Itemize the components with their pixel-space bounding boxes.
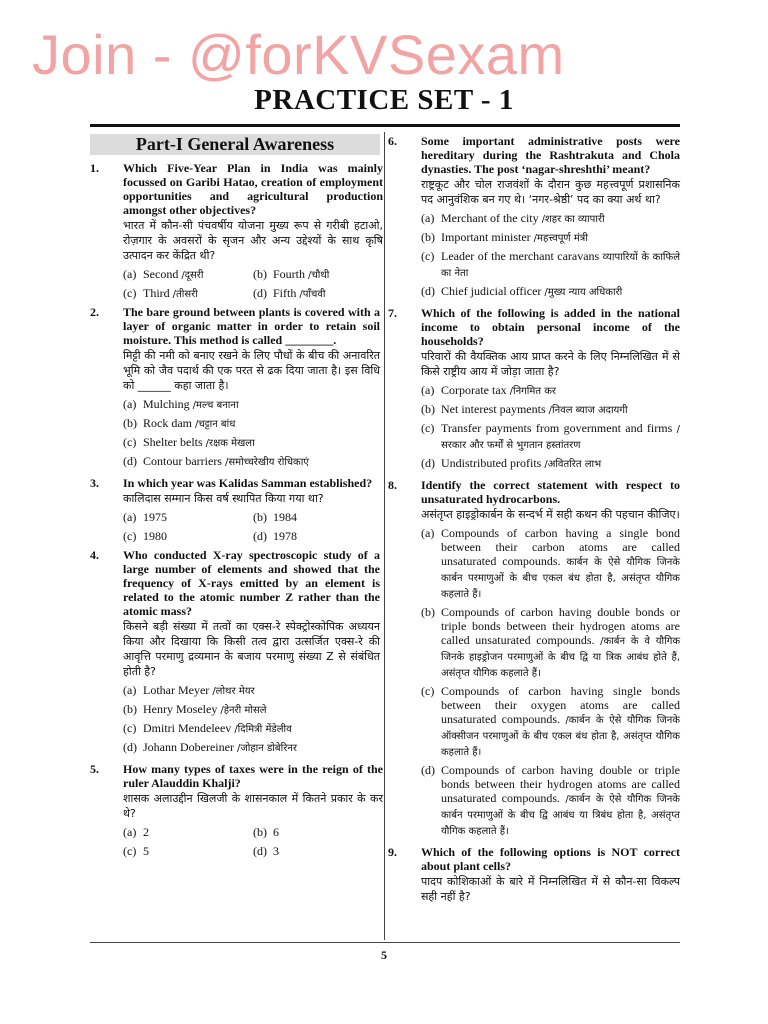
option-label: (b) (253, 825, 267, 839)
answer-option[interactable] (421, 763, 680, 839)
option-label: (a) (123, 825, 137, 839)
option-text (273, 267, 383, 283)
option-text-hindi: /शहर का व्यापारी (541, 214, 605, 225)
question-text-english: How many types of taxes were in the reign of the ruler Alauddin Khalji? (123, 762, 383, 790)
option-text-english: 1984 (273, 510, 297, 524)
option-text (441, 249, 680, 281)
option-text-english: Johann Dobereiner (143, 740, 234, 754)
option-text-english: 5 (143, 844, 149, 858)
question-text-hindi: असंतृप्त हाइड्रोकार्बन के सन्दर्भ में सही कथन की पहचान कीजिए। (421, 508, 680, 521)
option-text-english: 1980 (143, 529, 167, 543)
left-column (90, 134, 383, 863)
question-item (90, 161, 383, 302)
option-label: (c) (421, 684, 435, 698)
option-text-hindi: /पाँचवी (299, 289, 326, 300)
question-item (90, 476, 380, 545)
option-text-hindi: /कार्बन के वे यौगिक जिनके हाइड्रोजन परमाणुओं के बीच द्वि या त्रिक आबंध होते हैं, असंतृप्त यौगिक कहलाते हैं। (441, 636, 681, 679)
question-item (90, 305, 380, 473)
option-text-hindi: /समोच्चरेखीय रोधिकाएं (224, 457, 309, 468)
option-label: (b) (421, 402, 435, 416)
option-text-hindi: /हेनरी मोसले (220, 705, 267, 716)
answer-option[interactable] (253, 510, 383, 526)
options-list (421, 211, 680, 300)
footer-divider (90, 942, 680, 943)
answer-option[interactable] (253, 286, 383, 302)
answer-option[interactable] (421, 605, 680, 681)
answer-option[interactable] (253, 529, 383, 545)
option-label: (d) (421, 456, 435, 470)
option-text (441, 421, 680, 453)
answer-option[interactable] (421, 284, 680, 300)
option-label: (c) (123, 529, 137, 543)
answer-option[interactable] (421, 456, 680, 472)
question-body (123, 161, 383, 302)
answer-option[interactable] (123, 740, 380, 756)
option-label: (c) (123, 286, 137, 300)
right-question-list (388, 134, 680, 904)
question-text-english: Who conducted X-ray spectroscopic study of a large number of elements and showed that the frequency of X-rays emitted by an element is related to the atomic number Z rather than the atomic mass? (123, 548, 380, 618)
option-text-english: Undistributed profits (441, 456, 542, 470)
option-text-english: Rock dam (143, 416, 192, 430)
option-text-english: Net interest payments (441, 402, 546, 416)
option-text-hindi: /मुख्य न्याय अधिकारी (544, 287, 623, 298)
option-text (143, 740, 380, 756)
option-text (441, 383, 680, 399)
option-label: (b) (253, 267, 267, 281)
right-column (388, 134, 680, 907)
option-text-english: Fifth (273, 286, 297, 300)
option-label: (c) (421, 249, 435, 263)
question-text-hindi: परिवारों की वैयक्तिक आय प्राप्त करने के लिए निम्नलिखित में से किसे राष्ट्रीय आय में जोड़ा जाता है? (421, 350, 680, 378)
option-text-hindi: /निवल ब्याज अदायगी (548, 405, 628, 416)
question-text-hindi: पादप कोशिकाओं के बारे में निम्नलिखित में से कौन-सा विकल्प सही नहीं है? (421, 875, 680, 903)
question-body (123, 476, 383, 545)
answer-option[interactable] (421, 249, 680, 281)
question-item (90, 762, 383, 860)
option-text-hindi: /सरकार और फर्मों से भुगतान हस्तांतरण (441, 424, 680, 451)
question-body (421, 845, 680, 904)
option-label: (a) (123, 510, 137, 524)
answer-option[interactable] (123, 397, 380, 413)
question-text-english: In which year was Kalidas Samman established? (123, 476, 373, 490)
question-text-english: Some important administrative posts were hereditary during the Rashtrakuta and Chola dynasties. The post ‘nagar-shreshthi’ meant? (421, 134, 680, 176)
options-list (123, 825, 383, 860)
option-label: (d) (123, 454, 137, 468)
option-text (441, 526, 680, 602)
option-text (273, 529, 383, 545)
option-text-english: Compounds of carbon having double bonds or triple bonds between their hydrogen atoms are called unsaturated compounds. (441, 605, 680, 647)
answer-option[interactable] (253, 267, 383, 283)
question-number: 5. (90, 762, 99, 776)
option-text (273, 825, 383, 841)
column-divider (384, 132, 385, 940)
option-text-english: Important minister (441, 230, 531, 244)
option-label: (a) (123, 267, 137, 281)
question-number: 8. (388, 478, 397, 492)
answer-option[interactable] (123, 844, 253, 860)
option-text-english: Chief judicial officer (441, 284, 542, 298)
answer-option[interactable] (421, 402, 680, 418)
answer-option[interactable] (123, 454, 380, 470)
options-list (123, 397, 380, 470)
option-text-hindi: /कार्बन के ऐसे यौगिक जिनके कार्बन परमाणुओं के बीच द्वि आबंध या त्रिबंध होता है, असंतृप्त यौगिक कहलाते हैं। (441, 794, 680, 837)
question-text-english: Which Five-Year Plan in India was mainly focussed on Garibi Hatao, creation of employment opportunities and agricultural production amongst other objectives? (123, 161, 383, 217)
question-item (388, 306, 680, 475)
question-item (90, 548, 380, 759)
option-text-english: Transfer payments from government and firms (441, 421, 673, 435)
question-item (388, 134, 680, 303)
question-text-hindi: मिट्टी की नमी को बनाए रखने के लिए पौधों के बीच की अनावरित भूमि को जैव पदार्थ की एक परत से ढक दिया जाता है। इस विधि को ______ कहा जाता है। (123, 349, 380, 392)
options-list (123, 510, 383, 545)
question-text-english: Which of the following is added in the national income to obtain personal income of the households? (421, 306, 680, 348)
option-label: (a) (421, 383, 435, 397)
option-label: (d) (253, 529, 267, 543)
option-text-hindi: /रक्षक मेखला (205, 438, 255, 449)
question-number: 9. (388, 845, 397, 859)
option-text (441, 284, 680, 300)
question-body (421, 306, 680, 475)
option-text-english: Merchant of the city (441, 211, 539, 225)
option-text-hindi: /दूसरी (181, 270, 204, 281)
option-text (143, 454, 380, 470)
option-text-english: 6 (273, 825, 279, 839)
question-number: 7. (388, 306, 397, 320)
options-list (421, 383, 680, 472)
question-body (123, 305, 380, 473)
option-text (143, 510, 253, 526)
answer-option[interactable] (421, 383, 680, 399)
answer-option[interactable] (253, 844, 383, 860)
answer-option[interactable] (421, 211, 680, 227)
option-text-english: Compounds of carbon having double or triple bonds between their hydrogen atoms are called unsaturated compounds. (441, 763, 680, 805)
option-text (143, 286, 253, 302)
question-text-hindi: कालिदास सम्मान किस वर्ष स्थापित किया गया था? (123, 492, 324, 505)
option-text-english: Compounds of carbon having a single bond between their carbon atoms are called unsaturated compounds. (441, 526, 680, 568)
option-text (143, 721, 380, 737)
option-label: (c) (421, 421, 435, 435)
option-text (441, 763, 680, 839)
option-text (143, 529, 253, 545)
option-text-hindi: /चौथी (308, 270, 330, 281)
question-text-hindi: राष्ट्रकूट और चोल राजवंशों के दौरान कुछ महत्त्वपूर्ण प्रशासनिक पद आनुवंशिक बन गए थे। ‘नगर-श्रेष्ठी’ पद का क्या अर्थ था? (421, 178, 680, 206)
answer-option[interactable] (123, 529, 253, 545)
option-label: (c) (123, 721, 137, 735)
option-text (273, 286, 383, 302)
answer-option[interactable] (421, 230, 680, 246)
option-text-hindi: /जोहान डोबेरिनर (236, 743, 297, 754)
option-label: (d) (253, 286, 267, 300)
watermark-text: Join - @forKVSexam (32, 23, 565, 86)
question-item (388, 478, 680, 842)
option-text-english: Shelter belts (143, 435, 203, 449)
question-text-english: Identify the correct statement with respect to unsaturated hydrocarbons. (421, 478, 680, 506)
option-text-hindi: /दिमित्री मेंडेलीव (234, 724, 292, 735)
option-label: (a) (123, 397, 137, 411)
question-text-hindi: भारत में कौन-सी पंचवर्षीय योजना मुख्य रूप से गरीबी हटाओ, रोज़गार के अवसरों के सृजन और अन्य उद्देश्यों के साथ कृषि उत्पादन कर केंद्रित थी? (123, 219, 383, 262)
option-label: (a) (123, 683, 137, 697)
option-label: (b) (421, 605, 435, 619)
answer-option[interactable] (123, 510, 253, 526)
option-text (441, 230, 680, 246)
option-label: (d) (421, 284, 435, 298)
question-number: 2. (90, 305, 99, 319)
option-text (143, 416, 380, 432)
option-text-hindi: /कार्बन के ऐसे यौगिक जिनके ऑक्सीजन परमाणुओं के बीच एकल बंध होता है, असंतृप्त यौगिक कहलाते हैं। (441, 715, 680, 758)
answer-option[interactable] (421, 421, 680, 453)
option-label: (c) (123, 844, 137, 858)
question-text-english: Which of the following options is NOT correct about plant cells? (421, 845, 680, 873)
options-list (123, 267, 383, 302)
answer-option[interactable] (123, 435, 380, 451)
option-label: (b) (123, 416, 137, 430)
left-question-list (90, 161, 383, 860)
question-number: 3. (90, 476, 99, 490)
answer-option[interactable] (123, 416, 380, 432)
title-divider (90, 124, 680, 127)
question-text-english: The bare ground between plants is covered with a layer of organic matter in order to retain soil moisture. This method is called ________. (123, 305, 380, 347)
answer-option[interactable] (253, 825, 383, 841)
option-text-english: Contour barriers (143, 454, 222, 468)
option-text-hindi: व्यापारियों के काफिले का नेता (441, 252, 680, 279)
option-text-english: Second (143, 267, 179, 281)
options-list (123, 683, 380, 756)
option-text-english: Fourth (273, 267, 306, 281)
option-text (273, 510, 383, 526)
page-title: PRACTICE SET - 1 (254, 84, 514, 116)
option-text (273, 844, 383, 860)
option-text-english: Dmitri Mendeleev (143, 721, 232, 735)
question-number: 4. (90, 548, 99, 562)
question-number: 1. (90, 161, 99, 175)
option-text-english: Leader of the merchant caravans (441, 249, 600, 263)
option-label: (b) (123, 702, 137, 716)
answer-option[interactable] (123, 286, 253, 302)
option-text (441, 402, 680, 418)
option-text (143, 267, 253, 283)
option-label: (b) (253, 510, 267, 524)
option-text-english: 2 (143, 825, 149, 839)
answer-option[interactable] (123, 683, 380, 699)
option-text-english: Compounds of carbon having single bonds between their oxygen atoms are called unsaturated compounds. (441, 684, 680, 726)
option-text-english: Third (143, 286, 170, 300)
page-number: 5 (381, 948, 387, 962)
question-text-hindi: किसने बड़ी संख्या में तत्वों का एक्स-रे स्पेक्ट्रोस्कोपिक अध्ययन किया और दिखाया कि किसी तत्व द्वारा उत्सर्जित एक्स-रे की आवृत्ति परमाणु द्रव्यमान के बजाय परमाणु संख्या Z से संबंधित होती है? (123, 620, 380, 678)
option-text-hindi: /अवितरित लाभ (544, 459, 602, 470)
answer-option[interactable] (123, 721, 380, 737)
option-text-hindi: /महत्त्वपूर्ण मंत्री (533, 233, 588, 244)
option-text (143, 435, 380, 451)
question-item (388, 845, 680, 904)
option-label: (d) (253, 844, 267, 858)
answer-option[interactable] (123, 267, 253, 283)
option-text-english: Henry Moseley (143, 702, 218, 716)
answer-option[interactable] (123, 702, 380, 718)
option-text (441, 684, 680, 760)
option-text-hindi: /चट्टान बांध (195, 419, 236, 430)
option-text (143, 844, 253, 860)
option-text (143, 702, 380, 718)
options-list (421, 526, 680, 839)
option-text-english: 1978 (273, 529, 297, 543)
answer-option[interactable] (421, 526, 680, 602)
option-text-hindi: /मल्च बनाना (192, 400, 239, 411)
option-text-hindi: /लोथर मेयर (212, 686, 255, 697)
option-text-english: 3 (273, 844, 279, 858)
part-heading: Part-I General Awareness (90, 134, 380, 155)
option-text-hindi: /तीसरी (172, 289, 198, 300)
question-text-hindi: शासक अलाउद्दीन खिलजी के शासनकाल में कितने प्रकार के कर थे? (123, 792, 383, 820)
option-text-english: Corporate tax (441, 383, 507, 397)
option-label: (d) (123, 740, 137, 754)
option-text (143, 825, 253, 841)
option-text (441, 456, 680, 472)
option-label: (c) (123, 435, 137, 449)
question-number: 6. (388, 134, 397, 148)
option-text (441, 605, 680, 681)
option-text-english: 1975 (143, 510, 167, 524)
option-label: (d) (421, 763, 435, 777)
option-text (143, 397, 380, 413)
option-text-english: Lothar Meyer (143, 683, 210, 697)
option-label: (a) (421, 211, 435, 225)
option-text (143, 683, 380, 699)
option-text (441, 211, 680, 227)
option-label: (a) (421, 526, 435, 540)
question-body (421, 134, 680, 303)
question-body (123, 548, 380, 759)
option-label: (b) (421, 230, 435, 244)
question-body (123, 762, 383, 860)
option-text-hindi: कार्बन के ऐसे यौगिक जिनके कार्बन परमाणुओं के बीच एकल बंध होता है, असंतृप्त यौगिक कहलाते हैं। (441, 557, 680, 600)
answer-option[interactable] (421, 684, 680, 760)
question-body (421, 478, 680, 842)
option-text-hindi: /निगमित कर (509, 386, 557, 397)
option-text-english: Mulching (143, 397, 190, 411)
answer-option[interactable] (123, 825, 253, 841)
